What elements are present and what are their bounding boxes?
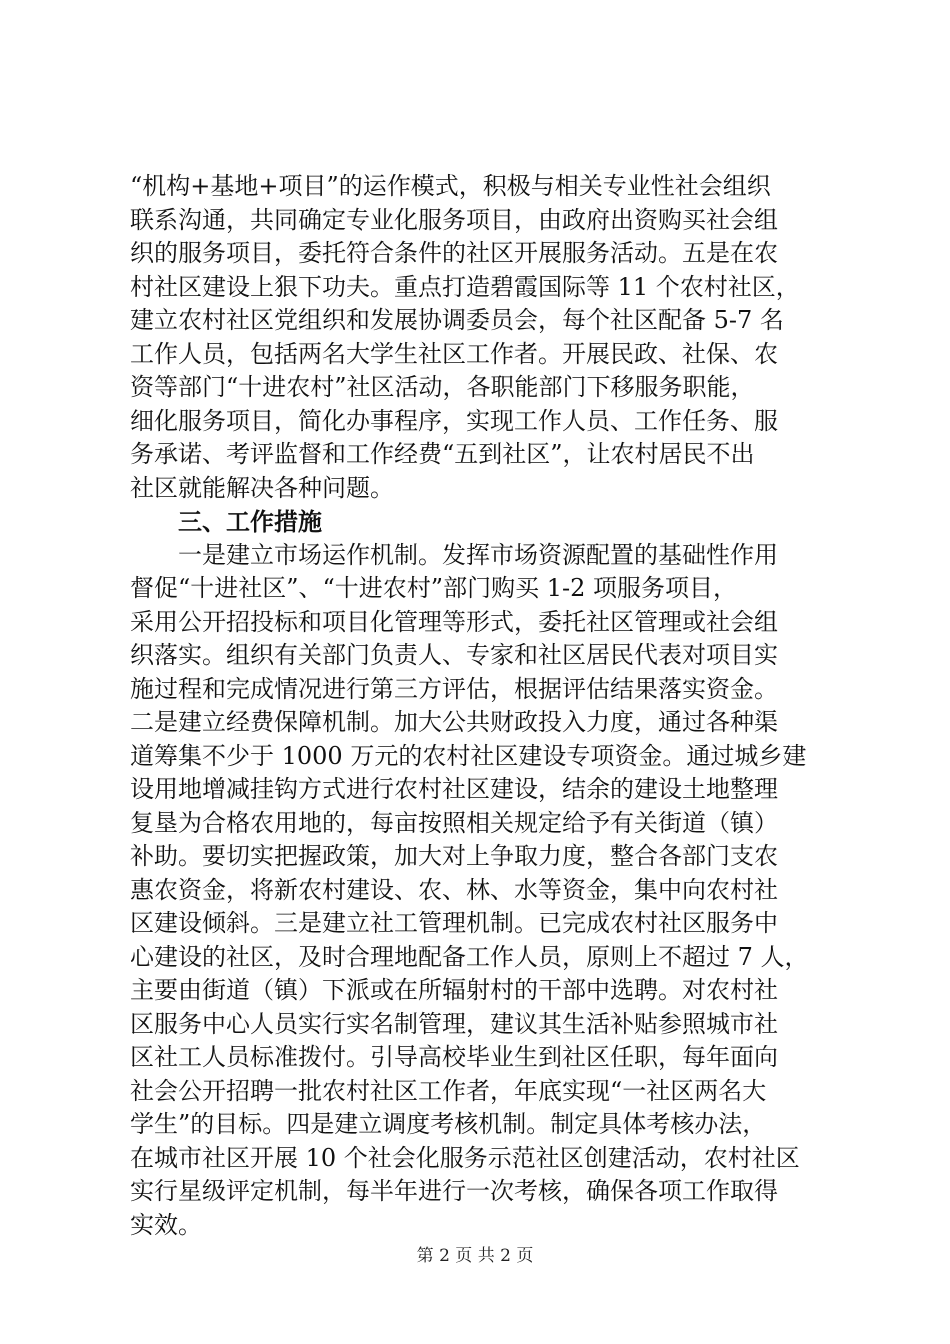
- body-line: 社会公开招聘一批农村社区工作者，年底实现“一社区两名大: [130, 1076, 767, 1105]
- body-line: 区服务中心人员实行实名制管理，建议其生活补贴参照城市社: [130, 1009, 778, 1038]
- body-line: 织的服务项目，委托符合条件的社区开展服务活动。五是在农: [130, 239, 778, 267]
- body-line: 工作人员，包括两名大学生社区工作者。开展民政、社保、农: [130, 339, 778, 368]
- body-line: 二是建立经费保障机制。加大公共财政投入力度，通过各种渠: [130, 708, 778, 736]
- body-line: “机构+基地+项目”的运作模式，积极与相关专业性社会组织: [130, 172, 771, 200]
- body-line: 惠农资金，将新农村建设、农、林、水等资金，集中向农村社: [130, 875, 778, 904]
- body-line: 社区就能解决各种问题。: [130, 473, 394, 502]
- body-line: 细化服务项目，简化办事程序，实现工作人员、工作任务、服: [130, 406, 778, 435]
- body-line: 在城市社区开展 10 个社会化服务示范社区创建活动，农村社区: [130, 1143, 800, 1172]
- body-line: 施过程和完成情况进行第三方评估，根据评估结果落实资金。: [130, 674, 778, 703]
- body-line: 学生”的目标。四是建立调度考核机制。制定具体考核办法，: [130, 1110, 767, 1138]
- body-line: 一是建立市场运作机制。发挥市场资源配置的基础性作用: [130, 540, 778, 569]
- body-line: 区社工人员标准拨付。引导高校毕业生到社区任职，每年面向: [130, 1043, 778, 1071]
- body-line: 设用地增减挂钩方式进行农村社区建设，结余的建设土地整理: [130, 775, 778, 803]
- body-line: 织落实。组织有关部门负责人、专家和社区居民代表对项目实: [130, 641, 778, 669]
- body-line: 主要由街道（镇）下派或在所辐射村的干部中选聘。对农村社: [130, 976, 778, 1004]
- body-line: 采用公开招投标和项目化管理等形式，委托社区管理或社会组: [130, 607, 778, 636]
- body-line: 补助。要切实把握政策，加大对上争取力度，整合各部门支农: [130, 842, 778, 870]
- body-line: 联系沟通，共同确定专业化服务项目，由政府出资购买社会组: [130, 205, 778, 234]
- body-line: 道筹集不少于 1000 万元的农村社区建设专项资金。通过城乡建: [130, 741, 807, 770]
- body-line: 督促“十进社区”、“十进农村”部门购买 1-2 项服务项目，: [130, 574, 737, 602]
- document-body: [130, 170, 830, 1242]
- body-line: 复垦为合格农用地的，每亩按照相关规定给予有关街道（镇）: [130, 808, 778, 837]
- body-line: 务承诺、考评监督和工作经费“五到社区”，让农村居民不出: [130, 440, 755, 468]
- body-line: 实行星级评定机制，每半年进行一次考核，确保各项工作取得: [130, 1177, 778, 1205]
- body-line: 村社区建设上狠下功夫。重点打造碧霞国际等 11 个农村社区，: [130, 272, 800, 301]
- body-line: 心建设的社区，及时合理地配备工作人员，原则上不超过 7 人，: [130, 942, 809, 971]
- body-line: 实效。: [130, 1210, 202, 1239]
- page-number-footer: 第 2 页 共 2 页: [416, 1246, 534, 1266]
- body-line: 资等部门“十进农村”社区活动，各职能部门下移服务职能，: [130, 373, 755, 401]
- body-line: 建立农村社区党组织和发展协调委员会，每个社区配备 5-7 名: [130, 306, 784, 334]
- section-heading: 三、工作措施: [178, 507, 322, 536]
- body-line: 区建设倾斜。三是建立社工管理机制。已完成农村社区服务中: [130, 909, 778, 937]
